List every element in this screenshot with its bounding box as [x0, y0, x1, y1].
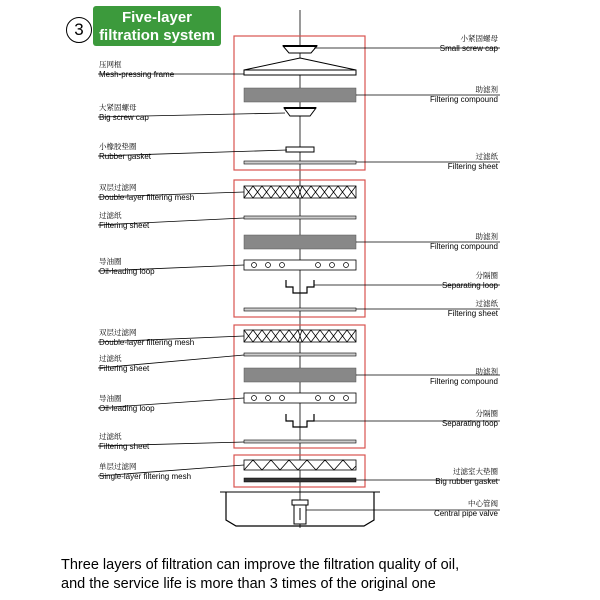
filtering-compound-shape: [244, 88, 356, 102]
label-filtering-sheet-r2: [448, 299, 498, 319]
label-en: Big screw cap: [99, 113, 149, 122]
label-en: Filtering compound: [429, 95, 498, 104]
label-cn: 压网框: [99, 60, 122, 69]
label-en: Small screw cap: [439, 44, 498, 53]
label-cn: 过滤纸: [475, 152, 498, 161]
label-en: Mesh-pressing frame: [99, 70, 175, 79]
label-en: Filtering sheet: [447, 162, 498, 171]
oil-leading-loop-shape: [244, 260, 356, 270]
label-filtering-sheet-1: [99, 211, 149, 231]
label-cn: 助滤剂: [475, 232, 498, 241]
caption-line-1: Three layers of filtration can improve the filtration quality of oil,: [61, 557, 460, 573]
label-filtering-sheet-3: [99, 432, 149, 452]
label-cn: 助滤剂: [475, 367, 498, 376]
label-cn: 助滤剂: [475, 85, 498, 94]
label-en: Separating loop: [441, 419, 498, 428]
step-number-badge: 3: [66, 17, 92, 43]
label-en: Double-layer filtering mesh: [99, 338, 195, 347]
label-cn: 小橡胶垫圈: [99, 142, 137, 151]
label-en: Oil-leading loop: [99, 404, 155, 413]
label-en: Big rubber gasket: [435, 477, 498, 486]
filtering-compound-shape: [244, 368, 356, 382]
label-cn: 单层过滤网: [99, 462, 137, 471]
label-cn: 过滤纸: [99, 211, 122, 220]
label-small-screw-cap: [440, 34, 498, 54]
label-cn: 分隔圈: [475, 409, 498, 418]
label-oil-leading-loop-2: [99, 394, 155, 414]
filtering-sheet-shape: [244, 440, 356, 443]
label-en: Oil-leading loop: [99, 267, 155, 276]
mesh-pressing-frame-shape: [244, 58, 356, 75]
label-en: Separating loop: [441, 281, 498, 290]
label-en: Single-layer filtering mesh: [99, 472, 192, 481]
label-en: Filtering sheet: [99, 442, 150, 451]
label-big-screw-cap: [99, 103, 149, 123]
caption-line-2: and the service life is more than 3 times of the original one: [61, 576, 436, 592]
label-cn: 大紧固螺母: [99, 103, 137, 112]
label-mesh-pressing-frame: [99, 60, 174, 80]
label-double-layer-mesh-1: [99, 183, 194, 203]
label-cn: 导油圈: [99, 257, 122, 266]
label-cn: 过滤纸: [475, 299, 498, 308]
double-layer-mesh-shape: [244, 186, 356, 198]
oil-leading-loop-shape: [244, 393, 356, 403]
filtering-compound-shape: [244, 235, 356, 249]
rubber-gasket-shape: [286, 147, 314, 152]
label-oil-leading-loop-1: [99, 257, 155, 277]
small-screw-cap-shape: [283, 46, 317, 53]
filtering-sheet-shape: [244, 216, 356, 219]
label-filtering-compound-1: [430, 85, 498, 105]
filtering-sheet-shape: [244, 308, 356, 311]
label-en: Filtering sheet: [99, 364, 150, 373]
label-filtering-sheet-2: [99, 354, 149, 374]
label-separating-loop-2: [442, 409, 498, 429]
label-single-layer-mesh: [99, 462, 191, 482]
label-filtering-sheet-r1: [448, 152, 498, 172]
title-line-2: filtration system: [99, 27, 215, 44]
label-filtering-compound-2: [430, 232, 498, 252]
label-cn: 导油圈: [99, 394, 122, 403]
label-cn: 中心管阀: [468, 499, 498, 508]
label-cn: 过滤纸: [99, 432, 122, 441]
double-layer-mesh-shape: [244, 330, 356, 342]
single-layer-mesh-shape: [244, 460, 356, 470]
central-pipe-valve-shape: [292, 500, 308, 524]
lower-section-frame: [234, 325, 365, 448]
big-screw-cap-shape: [284, 108, 316, 116]
label-en: Double-layer filtering mesh: [99, 193, 195, 202]
caption: [61, 556, 459, 594]
label-cn: 双层过滤网: [99, 328, 137, 337]
label-rubber-gasket: [99, 142, 151, 162]
label-cn: 双层过滤网: [99, 183, 137, 192]
label-double-layer-mesh-2: [99, 328, 194, 348]
filtering-sheet-shape: [244, 353, 356, 356]
title-line-1: Five-layer: [121, 9, 193, 26]
label-cn: 分隔圈: [475, 271, 498, 280]
filtering-sheet-shape: [244, 161, 356, 164]
label-en: Filtering compound: [429, 377, 498, 386]
label-en: Rubber gasket: [99, 152, 152, 161]
label-en: Filtering sheet: [447, 309, 498, 318]
label-cn: 小紧固螺母: [460, 34, 498, 43]
label-en: Central pipe valve: [433, 509, 498, 518]
big-rubber-gasket-shape: [244, 478, 356, 482]
label-cn: 过滤室大垫圈: [453, 467, 498, 476]
label-en: Filtering compound: [429, 242, 498, 251]
label-cn: 过滤纸: [99, 354, 122, 363]
label-en: Filtering sheet: [99, 221, 150, 230]
label-big-rubber-gasket: [435, 467, 498, 487]
label-separating-loop-1: [442, 271, 498, 291]
label-filtering-compound-3: [430, 367, 498, 387]
label-central-pipe-valve: [434, 499, 498, 519]
